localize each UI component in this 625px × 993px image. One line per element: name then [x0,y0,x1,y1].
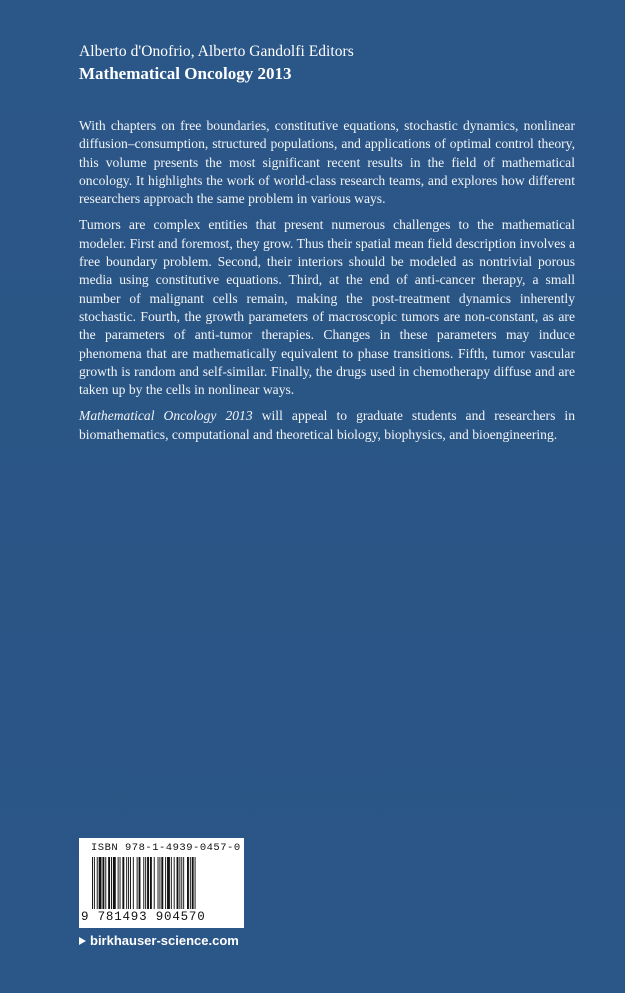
description [79,117,575,452]
description-paragraph-3 [79,407,575,444]
barcode-bar [192,857,194,909]
barcode-bar [190,857,191,909]
barcode-bar [126,857,127,909]
book-title-italic: Mathematical Oncology 2013 [79,408,253,424]
barcode-bar [143,857,144,909]
isbn-label: ISBN 978-1-4939-0457-0 [91,842,241,854]
barcode-bar [118,857,119,909]
barcode-bar [181,857,182,909]
book-title: Mathematical Oncology 2013 [79,64,292,83]
barcode-bar [174,857,175,909]
barcode-bar [99,857,102,909]
editors-line: Alberto d'Onofrio, Alberto Gandolfi Editors [79,43,354,60]
barcode-bar [154,857,155,909]
barcode-bar [150,857,152,909]
barcode-bar [183,857,184,909]
arrow-right-icon [79,937,86,945]
barcode-bar [111,857,112,909]
barcode-bar [105,857,106,909]
barcode-digits: 9 781493 904570 [81,910,206,924]
barcode-bar [179,857,180,909]
description-paragraph-1: With chapters on free boundaries, constitutive equations, stochastic dynamics, nonlinear diffusion–consumption, structured populations, and applications of optimal control theory, this volume presents the most significant recent results in the field of mathematical oncology. It highlights the work of world-class research teams, and explores how different researchers approach the same problem in various ways. [79,118,575,207]
barcode-bar [133,857,134,909]
barcode-bar [120,857,121,909]
barcode-bar [94,857,95,909]
barcode-bar [147,857,149,909]
description-paragraph-2: Tumors are complex entities that present numerous challenges to the mathematical modeler. First and foremost, they grow. Thus their spatial mean field description involves a free boundary problem. Second, their interiors should be modeled as nontrivial porous media using constitutive equations. Third, at the end of anti-cancer therapy, a small number of malignant cells remain, making the post-treatment dynamics inherently stochastic. Fourth, the growth parameters of macroscopic tumors are non-constant, as are the parameters of anti-tumor therapies. Changes in these parameters may induce phenomena that are mathematically equivalent to phase transitions. Fifth, tumor vascular growth is random and self-similar. Finally, the drugs used in chemotherapy diffuse and are taken up by the cells in nonlinear ways. [79,217,575,398]
isbn-barcode-box [79,838,244,928]
barcode-bar [145,857,146,909]
barcode-bar [137,857,138,909]
barcode-bar [159,857,160,909]
barcode-bar [102,857,104,909]
barcode-bar [187,857,189,909]
barcode-bar [195,857,196,909]
barcode-bar [97,857,98,909]
barcode-bar [122,857,124,909]
website-label: birkhauser-science.com [90,933,239,948]
barcode-bar [158,857,159,909]
barcode-bar [171,857,172,909]
barcode-bar [128,857,129,909]
barcode-image [91,857,231,909]
publisher-website[interactable] [79,933,239,948]
description-paragraph-3-text: will appeal to graduate students and researchers in biomathematics, computational and theoretical biology, biophysics, and bioengineering. [79,408,575,442]
barcode-bar [177,857,179,909]
barcode-bar [139,857,141,909]
barcode-bar [161,857,163,909]
barcode-bar [167,857,170,909]
barcode-bar [113,857,116,909]
barcode-bar [92,857,93,909]
barcode-bar [130,857,131,909]
barcode-bar [165,857,166,909]
barcode-bar [108,857,110,909]
